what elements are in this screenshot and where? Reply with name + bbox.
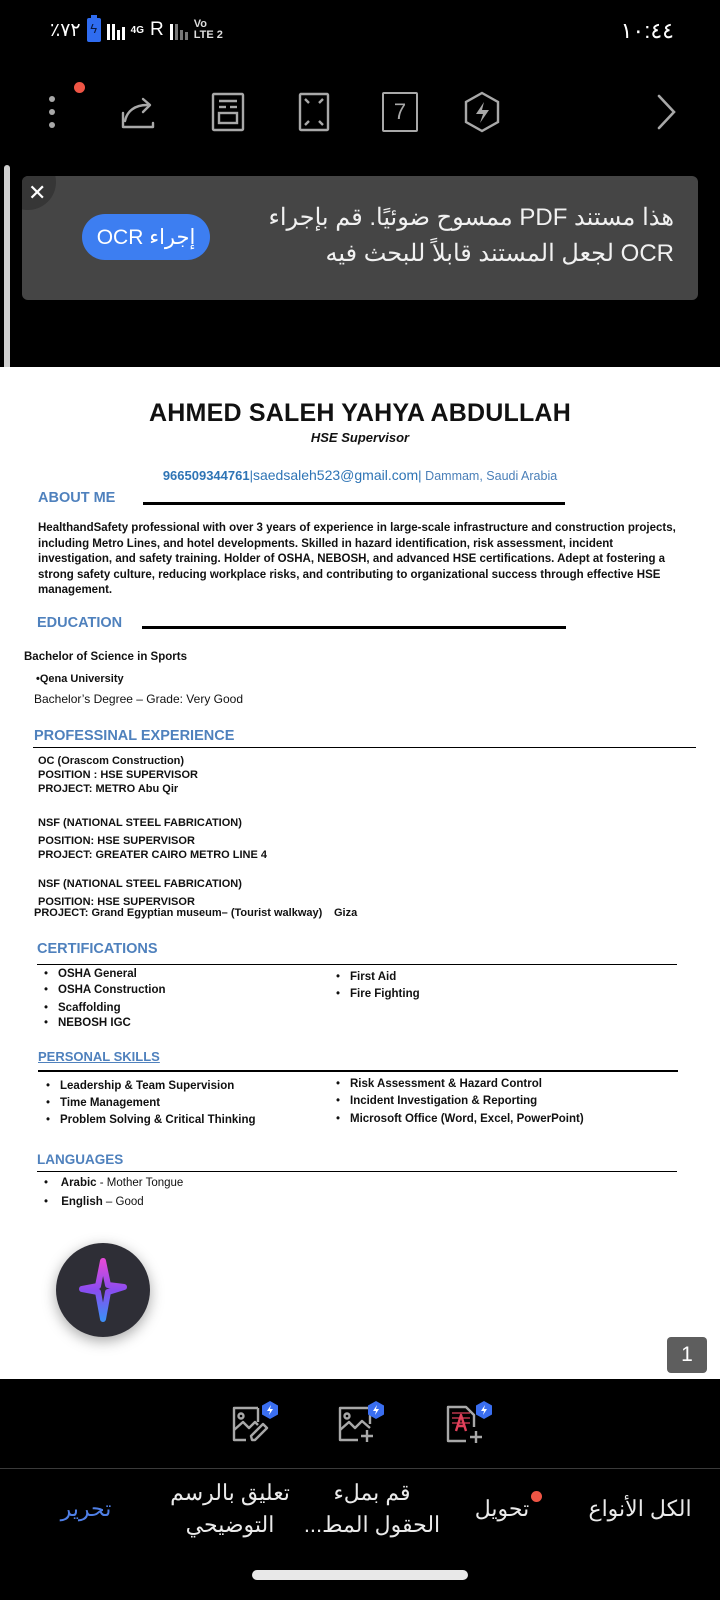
bottom-tools-bar (0, 1380, 720, 1468)
languages-rule (37, 1171, 677, 1172)
tab-convert-label: تحويل (474, 1496, 530, 1521)
resume-name: AHMED SALEH YAHYA ABDULLAH (149, 399, 571, 427)
tab-fill-fields[interactable] (302, 1477, 442, 1541)
skills-rule (38, 1070, 678, 1072)
degree: Bachelor of Science in Sports (24, 651, 187, 663)
home-indicator[interactable] (252, 1570, 468, 1580)
tab-all-types[interactable]: الكل الأنواع (588, 1496, 692, 1521)
exp-3-project: PROJECT: Grand Egyptian museum– (Tourist walkway) (34, 907, 323, 919)
notification-dot (74, 82, 85, 93)
signal-strength-icon (107, 20, 125, 40)
signal-strength-2-icon (170, 20, 188, 40)
convert-notification-dot (531, 1491, 542, 1502)
more-options-icon (49, 96, 55, 102)
roaming-indicator: R (149, 19, 164, 40)
ai-assistant-button[interactable] (56, 1243, 150, 1337)
run-ocr-button[interactable]: إجراء OCR (82, 214, 210, 260)
location: Dammam, Saudi Arabia (425, 469, 558, 483)
email-address: saedsaleh523@gmail.com (252, 467, 419, 483)
top-toolbar (0, 78, 720, 146)
exp-3-location: Giza (334, 907, 358, 919)
reading-mode-icon (210, 91, 246, 133)
exp-1-project: PROJECT: METRO Abu Qir (38, 783, 179, 795)
language-name: English (61, 1196, 103, 1208)
exp-2-project: PROJECT: GREATER CAIRO METRO LINE 4 (38, 849, 267, 861)
next-button[interactable] (642, 88, 690, 136)
premium-badge-icon (474, 1400, 494, 1420)
cert-item: • First Aid (336, 971, 396, 983)
skill-item: • Microsoft Office (Word, Excel, PowerPoint) (336, 1113, 584, 1125)
skill-item: • Risk Assessment & Hazard Control (336, 1078, 542, 1090)
resume-role: HSE Supervisor (310, 430, 410, 445)
cert-item: • OSHA General (44, 968, 137, 980)
skill-item: • Incident Investigation & Reporting (336, 1095, 537, 1107)
about-text: HealthandSafety professional with over 3 years of experience in large-scale infrastructure and construction projects, including Metro Lines, and hotel developments. Skilled in hazard identification, risk assessment, incident investigation, and safety training. Holder of OSHA, NEBOSH, and advanced HSE certifications. Adept at fostering a strong safety culture, reducing workplace risks, and contributing to organizational success through effective HSE management. (38, 522, 676, 596)
contact-line: 966509344761|saedsaleh523@gmail.com| Dammam, Saudi Arabia (162, 467, 558, 483)
experience-heading: PROFESSINAL EXPERIENCE (34, 728, 235, 744)
language-level: – Good (102, 1196, 144, 1208)
exp-1-company: OC (Orascom Construction) (38, 755, 185, 767)
cert-item: • OSHA Construction (44, 984, 166, 996)
fullscreen-button[interactable] (290, 88, 338, 136)
skills-heading: PERSONAL SKILLS (38, 1049, 160, 1064)
ocr-banner (22, 176, 698, 300)
tab-annotate[interactable] (160, 1477, 300, 1541)
tab-annotate-line2: التوضيحي (185, 1512, 275, 1537)
university: •Qena University (36, 673, 124, 685)
about-heading: ABOUT ME (38, 490, 116, 506)
page-number-icon (382, 92, 418, 132)
languages-heading: LANGUAGES (37, 1152, 124, 1167)
certifications-rule (37, 964, 677, 965)
about-rule (143, 502, 565, 505)
page-jump-button[interactable] (376, 88, 424, 136)
document-page[interactable] (0, 367, 720, 1379)
network-type-icon: 4G (130, 24, 144, 36)
volte-icon: Vo LTE 2 (193, 18, 223, 41)
skill-item: • Problem Solving & Critical Thinking (46, 1114, 256, 1126)
exp-2-position: POSITION: HSE SUPERVISOR (38, 835, 195, 847)
premium-button[interactable] (458, 88, 506, 136)
tab-fill-fields-line2: الحقول المط... (303, 1512, 441, 1537)
battery-charging-icon: ϟ (87, 18, 101, 42)
education-heading: EDUCATION (37, 615, 123, 631)
language-level: - Mother Tongue (96, 1177, 184, 1189)
premium-badge-icon (366, 1400, 386, 1420)
exp-3-company: NSF (NATIONAL STEEL FABRICATION) (38, 878, 242, 890)
edit-image-button[interactable] (220, 1394, 280, 1454)
share-icon (117, 91, 159, 133)
experience-rule (33, 747, 696, 748)
exp-3-position: POSITION: HSE SUPERVISOR (38, 896, 195, 908)
exp-2-company: NSF (NATIONAL STEEL FABRICATION) (38, 817, 242, 829)
exp-1-position: POSITION : HSE SUPERVISOR (38, 769, 198, 781)
add-image-button[interactable] (326, 1394, 386, 1454)
status-bar (0, 0, 720, 64)
tab-edit[interactable]: تحرير (60, 1496, 112, 1521)
premium-badge-icon (260, 1400, 280, 1420)
fullscreen-icon (297, 91, 331, 133)
page-count-label: 7 (393, 99, 407, 124)
tab-annotate-line1: تعليق بالرسم (170, 1480, 290, 1505)
cert-item: • Fire Fighting (336, 988, 420, 1000)
education-rule (142, 626, 566, 629)
certifications-heading: CERTIFICATIONS (37, 941, 158, 957)
language-name: Arabic (60, 1177, 97, 1189)
close-banner-button[interactable] (22, 176, 56, 210)
cert-item: • NEBOSH IGC (44, 1017, 131, 1029)
skill-item: • Time Management (46, 1097, 160, 1109)
ai-sparkle-icon (78, 1257, 128, 1323)
status-left (50, 18, 224, 42)
bottom-tabs (0, 1469, 720, 1569)
share-button[interactable] (114, 88, 162, 136)
chevron-right-icon (654, 92, 678, 132)
skill-item: • Leadership & Team Supervision (46, 1080, 234, 1092)
tab-fill-fields-line1: قم بملء (333, 1480, 411, 1505)
battery-percent: ٪٧٢ (50, 19, 81, 41)
reading-mode-button[interactable] (204, 88, 252, 136)
more-options-button[interactable] (28, 88, 76, 136)
language-item (44, 1177, 183, 1189)
page-indicator: 1 (667, 1337, 707, 1373)
language-item (44, 1196, 144, 1208)
grade: Bachelor’s Degree – Grade: Very Good (34, 692, 244, 706)
add-text-button[interactable] (434, 1394, 494, 1454)
premium-icon (462, 90, 502, 134)
phone-number: 966509344761 (162, 468, 250, 483)
cert-item: • Scaffolding (44, 1002, 121, 1014)
ocr-message: هذا مستند PDF ممسوح ضوئيًا. قم بإجراء OCR لجعل المستند قابلاً للبحث فيه (268, 204, 674, 267)
tab-convert[interactable] (462, 1493, 542, 1525)
close-icon: ✕ (28, 180, 47, 205)
clock: ١٠:٤٤ (620, 18, 674, 43)
